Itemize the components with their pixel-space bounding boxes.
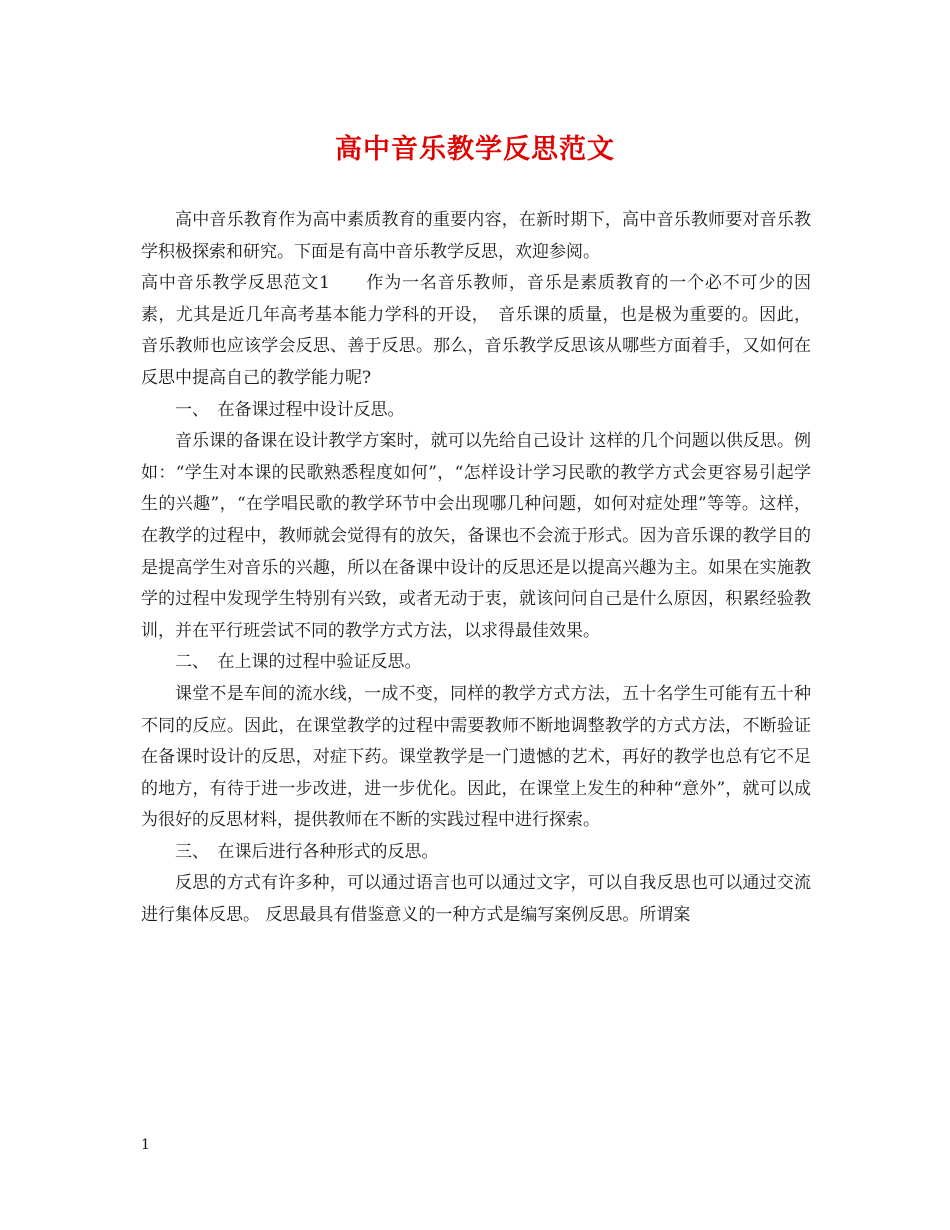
- section-heading-2: 二、 在上课的过程中验证反思。: [175, 652, 422, 673]
- paragraph-section-2: 课堂不是车间的流水线，一成不变，同样的教学方式方法，五十名学生可能有五十种不同的反应。因此，在课堂教学的过程中需要教师不断地调整教学的方式方法，不断验证在备课时设计的反思，对症下药。课堂教学是一门遗憾的艺术，再好的教学也总有它不足的地方，有待于进一步改进，进一步优化。因此，在课堂上发生的种种“意外”，就可以成为很好的反思材料，提供教师在不断的实践过程中进行探索。: [141, 683, 811, 831]
- section-heading-1: 一、 在备课过程中设计反思。: [175, 399, 405, 420]
- paragraph-intro: 高中音乐教育作为高中素质教育的重要内容，在新时期下，高中音乐教师要对音乐教学积极探索和研究。下面是有高中音乐教学反思，欢迎参阅。: [141, 210, 811, 262]
- paragraph-section-1: 音乐课的备课在设计教学方案时，就可以先给自己设计 这样的几个问题以供反思。例如：“学生对本课的民歌熟悉程度如何”，“怎样设计学习民歌的教学方式会更容易引起学生的兴趣”，“在学唱民歌的教学环节中会出现哪几种问题，如何对症处理”等等。这样，在教学的过程中，教师就会觉得有的放矢，备课也不会流于形式。因为音乐课的教学目的是提高学生对音乐的兴趣，所以在备课中设计的反思还是以提高兴趣为主。如果在实施教学的过程中发现学生特别有兴致，或者无动于衷，就该问问自己是什么原因，积累经验教训，并在平行班尝试不同的教学方式方法，以求得最佳效果。: [141, 431, 811, 641]
- document-body: [141, 205, 811, 932]
- document-title: 高中音乐教学反思范文: [335, 134, 615, 165]
- paragraph-essay-1-opening: 高中音乐教学反思范文1 作为一名音乐教师，音乐是素质教育的一个必不可少的因素，尤其是近几年高考基本能力学科的开设， 音乐课的质量，也是极为重要的。因此，音乐教师也应该学会反思、善于反思。那么，音乐教学反思该从哪些方面着手，又如何在反思中提高自己的教学能力呢?: [141, 273, 811, 388]
- page-number: 1: [141, 1137, 150, 1153]
- section-heading-3: 三、 在课后进行各种形式的反思。: [175, 841, 439, 862]
- paragraph-section-3: 反思的方式有许多种，可以通过语言也可以通过文字，可以自我反思也可以通过交流进行集体反思。 反思最具有借鉴意义的一种方式是编写案例反思。所谓案: [141, 873, 811, 926]
